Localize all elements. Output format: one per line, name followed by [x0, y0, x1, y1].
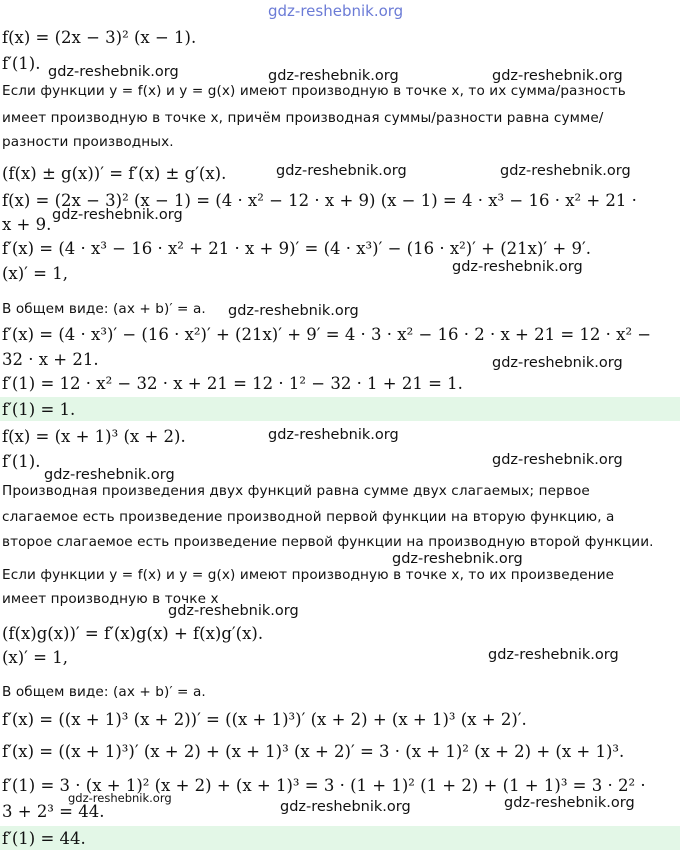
watermark: gdz-reshebnik.org	[48, 64, 179, 80]
product-rule-text-4: Если функции y = f(x) и y = g(x) имеют производную в точке x, то их произведение	[2, 567, 615, 583]
general-form-2: В общем виде: (ax + b)′ = a.	[2, 684, 206, 700]
sum-rule-text-2: имеет производную в точке x, причём производная суммы/разности равна сумме/	[2, 110, 604, 126]
product-rule-formula: (f(x)g(x))′ = f′(x)g(x) + f(x)g′(x).	[2, 624, 264, 643]
watermark: gdz-reshebnik.org	[492, 452, 623, 468]
watermark-top: gdz-reshebnik.org	[268, 2, 404, 20]
watermark: gdz-reshebnik.org	[500, 163, 631, 179]
expansion-line-2: x + 9.	[2, 215, 52, 234]
problem-1-task: f′(1).	[2, 54, 41, 73]
watermark: gdz-reshebnik.org	[44, 467, 175, 483]
watermark: gdz-reshebnik.org	[492, 355, 623, 371]
evaluation-line: f′(1) = 12 · x² − 32 · x + 21 = 12 · 1² − 32 · 1 + 21 = 1.	[2, 374, 463, 393]
watermark: gdz-reshebnik.org	[488, 647, 619, 663]
watermark: gdz-reshebnik.org	[68, 791, 172, 805]
watermark: gdz-reshebnik.org	[268, 427, 399, 443]
watermark: gdz-reshebnik.org	[228, 303, 359, 319]
watermark: gdz-reshebnik.org	[504, 795, 635, 811]
answer-2: f′(1) = 44.	[2, 829, 86, 848]
derivative-setup: f′(x) = (4 · x³ − 16 · x² + 21 · x + 9)′ = (4 · x³)′ − (16 · x²)′ + (21x)′ + 9′.	[2, 239, 591, 258]
derivative-line-1: f′(x) = (4 · x³)′ − (16 · x²)′ + (21x)′ + 9′ = 4 · 3 · x² − 16 · 2 · x + 21 = 12 · x² −	[2, 325, 652, 344]
watermark: gdz-reshebnik.org	[492, 68, 623, 84]
watermark: gdz-reshebnik.org	[276, 163, 407, 179]
expansion-line-1: f(x) = (2x − 3)² (x − 1) = (4 · x² − 12 · x + 9) (x − 1) = 4 · x³ − 16 · x² + 21 ·	[2, 191, 637, 210]
product-rule-text-1: Производная произведения двух функций равна сумме двух слагаемых; первое	[2, 483, 590, 499]
sum-rule-formula: (f(x) ± g(x))′ = f′(x) ± g′(x).	[2, 164, 227, 183]
derivative-line-2: 32 · x + 21.	[2, 350, 99, 369]
answer-1: f′(1) = 1.	[2, 400, 76, 419]
product-derivative-2: f′(x) = ((x + 1)³)′ (x + 2) + (x + 1)³ (x + 2)′ = 3 · (x + 1)² (x + 2) + (x + 1)³.	[2, 742, 625, 761]
product-rule-text-3: второе слагаемое есть произведение первой функции на производную второй функции.	[2, 534, 654, 550]
watermark: gdz-reshebnik.org	[452, 259, 583, 275]
general-form-1: В общем виде: (ax + b)′ = a.	[2, 301, 206, 317]
problem-2-function: f(x) = (x + 1)³ (x + 2).	[2, 427, 186, 446]
sum-rule-text-3: разности производных.	[2, 134, 174, 150]
product-evaluation-2: 3 + 2³ = 44.	[2, 802, 105, 821]
product-rule-text-5: имеет производную в точке x	[2, 591, 219, 607]
watermark: gdz-reshebnik.org	[52, 207, 183, 223]
problem-2-task: f′(1).	[2, 452, 41, 471]
x-derivative: (x)′ = 1,	[2, 264, 68, 283]
problem-1-function: f(x) = (2x − 3)² (x − 1).	[2, 28, 197, 47]
watermark: gdz-reshebnik.org	[392, 551, 523, 567]
sum-rule-text-1: Если функции y = f(x) и y = g(x) имеют производную в точке x, то их сумма/разность	[2, 83, 626, 99]
product-rule-text-2: слагаемое есть произведение производной первой функции на вторую функцию, а	[2, 509, 615, 525]
watermark: gdz-reshebnik.org	[280, 799, 411, 815]
watermark: gdz-reshebnik.org	[268, 68, 399, 84]
product-evaluation-1: f′(1) = 3 · (x + 1)² (x + 2) + (x + 1)³ = 3 · (1 + 1)² (1 + 2) + (1 + 1)³ = 3 · 2² ·	[2, 776, 646, 795]
product-derivative-1: f′(x) = ((x + 1)³ (x + 2))′ = ((x + 1)³)′ (x + 2) + (x + 1)³ (x + 2)′.	[2, 710, 527, 729]
x-derivative-2: (x)′ = 1,	[2, 648, 68, 667]
watermark: gdz-reshebnik.org	[168, 603, 299, 619]
